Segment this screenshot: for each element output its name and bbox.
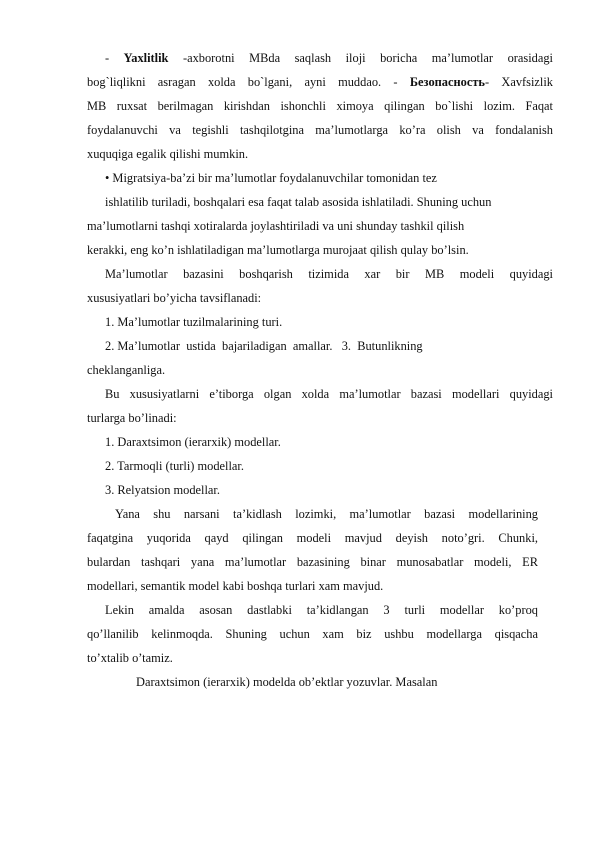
others-line4: modellari, semantik model kabi boshqa turlari xam mavjud. bbox=[87, 579, 384, 593]
others-line1: Yana shu narsani ta’kidlash lozimki, ma’lumotlar bazasi modellarining bbox=[115, 507, 538, 521]
text: bog`liqlikni asragan xolda bo`lgani, ayni muddao. - bbox=[87, 75, 398, 89]
text: - Xavfsizlik bbox=[484, 75, 554, 89]
focus-line1: Lekin amalda asosan dastlabki ta’kidlangan 3 turli modellar ko’proq bbox=[105, 603, 538, 617]
models-item3: 3. Relyatsion modellar. bbox=[105, 483, 220, 497]
models-line1: Bu xususiyatlarni e’tiborga olgan xolda ma’lumotlar bazasi modellari quyidagi bbox=[105, 387, 553, 401]
term-bezopasnost: Безопасность bbox=[409, 75, 485, 89]
paragraph1-line4: foydalanuvchi va tegishli tashqilotgina ma’lumotlarga ko’ra olish va fondalanish bbox=[87, 123, 553, 137]
migration-line3: ma’lumotlarni tashqi xotiralarda joylashtiriladi va uni shunday tashkil qilish bbox=[87, 219, 465, 233]
others-line3: bulardan tashqari yana ma’lumotlar bazasining binar munosabatlar modeli, ER bbox=[87, 555, 538, 569]
migration-line1: • Migratsiya-ba’zi bir ma’lumotlar foydalanuvchilar tomonidan tez bbox=[105, 171, 437, 185]
models-item1: 1. Daraxtsimon (ierarxik) modellar. bbox=[105, 435, 281, 449]
migration-line4: kerakki, eng ko’n ishlatiladigan ma’lumotlarga murojaat qilish qulay bo’lsin. bbox=[87, 243, 469, 257]
last-line: Daraxtsimon (ierarxik) modelda ob’ektlar yozuvlar. Masalan bbox=[136, 675, 438, 689]
paragraph1-line2 bbox=[87, 72, 553, 92]
paragraph1-line3: MB ruxsat berilmagan kirishdan ishonchli ximoya qilingan bo`lishi lozim. Faqat bbox=[87, 99, 553, 113]
characteristics-line2: xususiyatlari bo’yicha tavsiflanadi: bbox=[87, 291, 262, 305]
term-yaxlitlik: Yaxlitlik bbox=[123, 51, 169, 65]
text: -axborotni MBda saqlash iloji boricha ma’lumotlar orasidagi bbox=[182, 51, 553, 65]
characteristics-item1: 1. Ma’lumotlar tuzilmalarining turi. bbox=[105, 315, 283, 329]
models-item2: 2. Tarmoqli (turli) modellar. bbox=[105, 459, 244, 473]
paragraph1-line1 bbox=[105, 48, 553, 68]
dash: - bbox=[105, 51, 110, 65]
models-line2: turlarga bo’linadi: bbox=[87, 411, 177, 425]
migration-line2: ishlatilib turiladi, boshqalari esa faqat talab asosida ishlatiladi. Shuning uchun bbox=[105, 195, 492, 209]
focus-line2: qo’llanilib kelinmoqda. Shuning uchun xam biz ushbu modellarga qisqacha bbox=[87, 627, 538, 641]
characteristics-line1: Ma’lumotlar bazasini boshqarish tizimida xar bir MB modeli quyidagi bbox=[105, 267, 553, 281]
characteristics-item2: 2. Ma’lumotlar ustida bajariladigan amallar. 3. Butunlikning bbox=[105, 339, 423, 353]
characteristics-item2-cont: cheklanganliga. bbox=[87, 363, 166, 377]
focus-line3: to’xtalib o’tamiz. bbox=[87, 651, 173, 665]
others-line2: faqatgina yuqorida qayd qilingan modeli mavjud deyish noto’gri. Chunki, bbox=[87, 531, 538, 545]
paragraph1-line5: xuquqiga egalik qilishi mumkin. bbox=[87, 147, 249, 161]
